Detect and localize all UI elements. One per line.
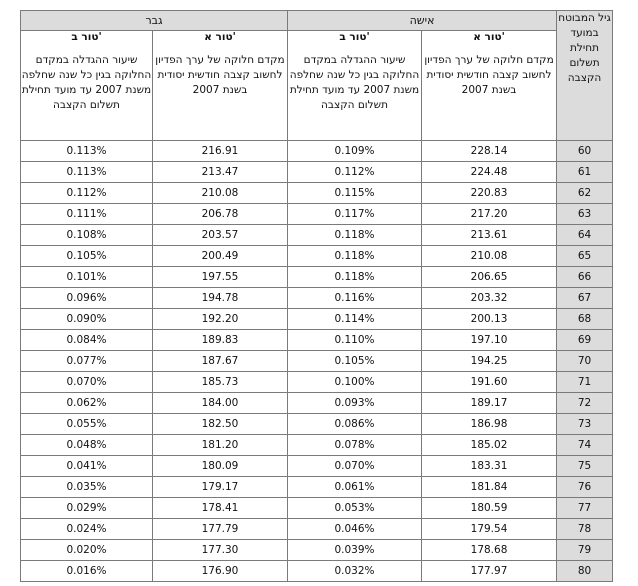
table-row [21,225,613,246]
male-b-cell: 0.113% [21,141,153,162]
male-a-cell: 192.20 [153,309,288,330]
female-col-a-header [422,31,557,141]
age-cell: 73 [557,414,613,435]
female-a-cell: 183.31 [422,456,557,477]
male-col-b-header [21,31,153,141]
female-col-b-description: שיעור ההגדלה במקדם החלוקה בגין כל שנה שחלפה משנת 2007 עד מועד תחילת תשלום הקצבה [289,54,420,111]
male-col-a-title: טור א' [204,31,236,43]
table-row [21,309,613,330]
female-a-cell: 210.08 [422,246,557,267]
female-a-cell: 213.61 [422,225,557,246]
male-b-cell: 0.020% [21,540,153,561]
male-b-cell: 0.090% [21,309,153,330]
age-cell: 61 [557,162,613,183]
female-b-cell: 0.105% [288,351,422,372]
female-b-cell: 0.118% [288,225,422,246]
female-b-cell: 0.046% [288,519,422,540]
male-b-cell: 0.111% [21,204,153,225]
table-row [21,540,613,561]
male-a-cell: 206.78 [153,204,288,225]
age-cell: 80 [557,561,613,582]
male-b-cell: 0.105% [21,246,153,267]
male-a-cell: 177.79 [153,519,288,540]
female-a-cell: 180.59 [422,498,557,519]
age-cell: 77 [557,498,613,519]
table-row [21,330,613,351]
female-b-cell: 0.110% [288,330,422,351]
female-a-cell: 181.84 [422,477,557,498]
annuity-coefficients-table [20,10,613,582]
female-b-cell: 0.116% [288,288,422,309]
table-row [21,288,613,309]
female-a-cell: 179.54 [422,519,557,540]
group-header-row [21,11,613,31]
table-row [21,435,613,456]
male-b-cell: 0.084% [21,330,153,351]
age-cell: 68 [557,309,613,330]
female-a-cell: 200.13 [422,309,557,330]
male-a-cell: 216.91 [153,141,288,162]
female-a-cell: 197.10 [422,330,557,351]
male-a-cell: 210.08 [153,183,288,204]
male-a-cell: 182.50 [153,414,288,435]
male-a-cell: 179.17 [153,477,288,498]
male-a-cell: 178.41 [153,498,288,519]
table-row [21,351,613,372]
male-a-cell: 194.78 [153,288,288,309]
male-b-cell: 0.070% [21,372,153,393]
age-cell: 62 [557,183,613,204]
female-col-b-title: טור ב' [339,31,370,43]
male-a-cell: 185.73 [153,372,288,393]
female-b-cell: 0.115% [288,183,422,204]
table-row [21,204,613,225]
female-a-cell: 220.83 [422,183,557,204]
male-a-cell: 203.57 [153,225,288,246]
age-cell: 79 [557,540,613,561]
table-row [21,372,613,393]
male-group-header: גבר [21,11,288,31]
female-a-cell: 185.02 [422,435,557,456]
female-a-cell: 191.60 [422,372,557,393]
table-row [21,519,613,540]
age-cell: 65 [557,246,613,267]
age-cell: 60 [557,141,613,162]
age-column-header [557,11,613,141]
age-cell: 78 [557,519,613,540]
male-b-cell: 0.112% [21,183,153,204]
table-row [21,141,613,162]
female-group-header: אישה [288,11,557,31]
female-col-b-header [288,31,422,141]
table-body [21,141,613,582]
table-row [21,477,613,498]
age-cell: 75 [557,456,613,477]
sub-header-row [21,31,613,141]
age-cell: 66 [557,267,613,288]
female-a-cell: 228.14 [422,141,557,162]
male-a-cell: 177.30 [153,540,288,561]
table-row [21,561,613,582]
female-col-a-description: מקדם חלוקה של ערך הפדיון לחשוב קצבה חודשית יסודית בשנת 2007 [424,54,554,96]
female-b-cell: 0.112% [288,162,422,183]
table-row [21,183,613,204]
age-cell: 64 [557,225,613,246]
age-cell: 74 [557,435,613,456]
table-row [21,246,613,267]
age-header-text: גיל המבוטח במועד תחילת תשלום הקצבה [558,12,611,84]
female-b-cell: 0.032% [288,561,422,582]
female-b-cell: 0.070% [288,456,422,477]
age-cell: 67 [557,288,613,309]
female-b-cell: 0.078% [288,435,422,456]
table-row [21,414,613,435]
male-a-cell: 197.55 [153,267,288,288]
female-a-cell: 217.20 [422,204,557,225]
female-b-cell: 0.100% [288,372,422,393]
female-a-cell: 177.97 [422,561,557,582]
male-a-cell: 200.49 [153,246,288,267]
male-b-cell: 0.101% [21,267,153,288]
male-a-cell: 184.00 [153,393,288,414]
female-b-cell: 0.109% [288,141,422,162]
female-a-cell: 189.17 [422,393,557,414]
female-b-cell: 0.039% [288,540,422,561]
female-b-cell: 0.117% [288,204,422,225]
female-b-cell: 0.061% [288,477,422,498]
age-cell: 71 [557,372,613,393]
table-row [21,393,613,414]
female-a-cell: 203.32 [422,288,557,309]
male-b-cell: 0.108% [21,225,153,246]
male-b-cell: 0.029% [21,498,153,519]
female-a-cell: 194.25 [422,351,557,372]
female-b-cell: 0.093% [288,393,422,414]
table-row [21,162,613,183]
table-row [21,267,613,288]
female-b-cell: 0.118% [288,246,422,267]
male-col-a-header [153,31,288,141]
male-b-cell: 0.062% [21,393,153,414]
age-cell: 76 [557,477,613,498]
male-b-cell: 0.024% [21,519,153,540]
male-a-cell: 176.90 [153,561,288,582]
female-a-cell: 178.68 [422,540,557,561]
female-a-cell: 224.48 [422,162,557,183]
male-a-cell: 213.47 [153,162,288,183]
female-b-cell: 0.118% [288,267,422,288]
male-b-cell: 0.077% [21,351,153,372]
male-a-cell: 181.20 [153,435,288,456]
male-b-cell: 0.041% [21,456,153,477]
male-a-cell: 187.67 [153,351,288,372]
female-a-cell: 206.65 [422,267,557,288]
age-cell: 70 [557,351,613,372]
age-cell: 63 [557,204,613,225]
male-a-cell: 189.83 [153,330,288,351]
age-cell: 72 [557,393,613,414]
female-col-a-title: טור א' [473,31,505,43]
age-cell: 69 [557,330,613,351]
male-b-cell: 0.048% [21,435,153,456]
male-b-cell: 0.096% [21,288,153,309]
table-row [21,456,613,477]
female-b-cell: 0.114% [288,309,422,330]
male-col-a-description: מקדם חלוקה של ערך הפדיון לחשוב קצבה חודשית יסודית בשנת 2007 [155,54,285,96]
female-b-cell: 0.086% [288,414,422,435]
male-col-b-title: טור ב' [71,31,102,43]
male-b-cell: 0.035% [21,477,153,498]
male-b-cell: 0.016% [21,561,153,582]
table-row [21,498,613,519]
female-b-cell: 0.053% [288,498,422,519]
male-b-cell: 0.055% [21,414,153,435]
female-a-cell: 186.98 [422,414,557,435]
male-col-b-description: שיעור ההגדלה במקדם החלוקה בגין כל שנה שחלפה משנת 2007 עד מועד תחילת תשלום הקצבה [21,54,152,111]
male-b-cell: 0.113% [21,162,153,183]
male-a-cell: 180.09 [153,456,288,477]
